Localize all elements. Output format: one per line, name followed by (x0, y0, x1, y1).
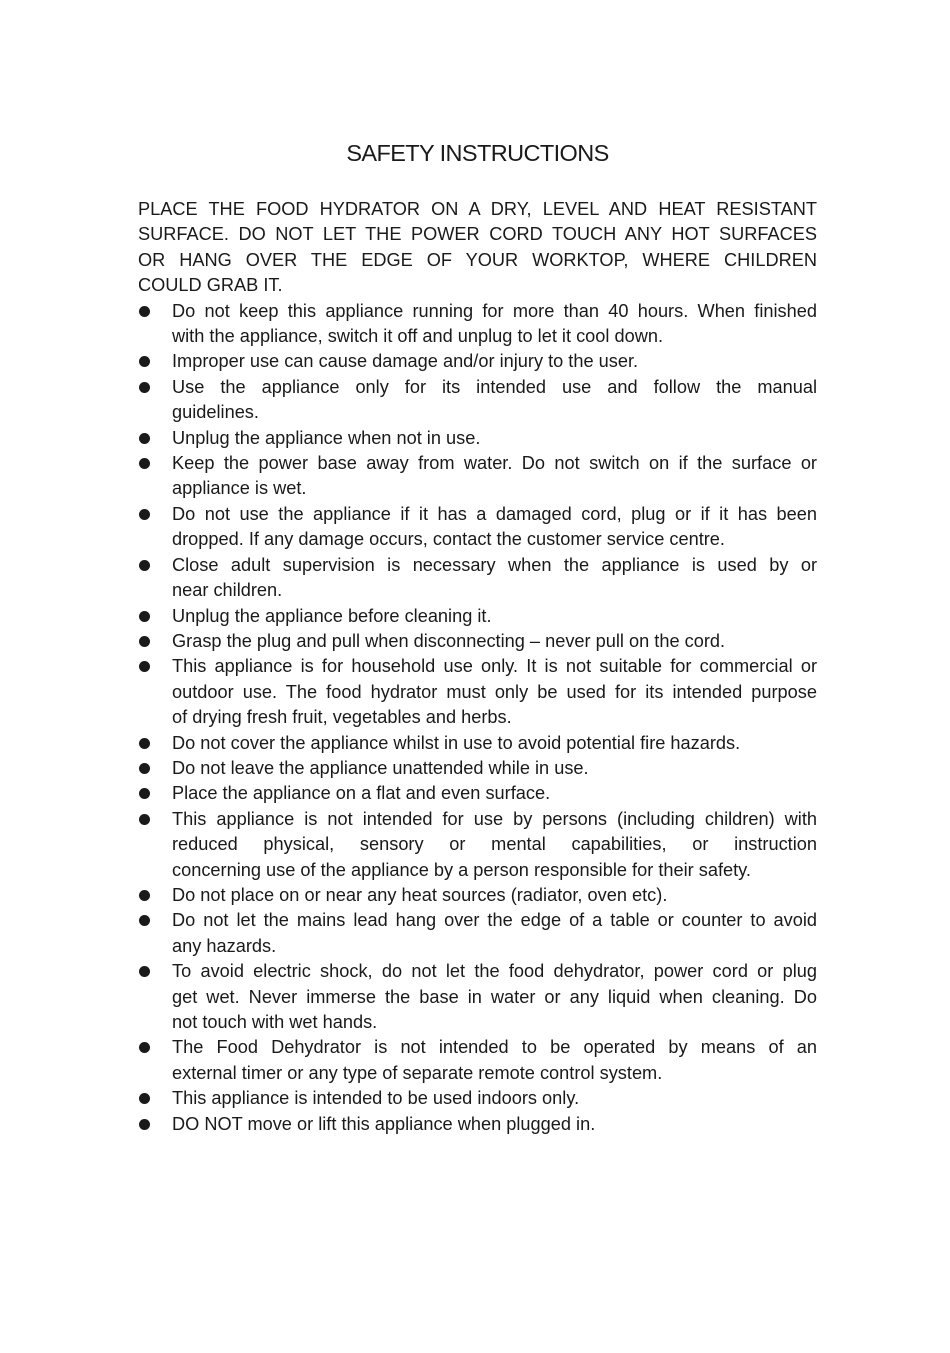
text-line: PLACE THE FOOD HYDRATOR ON A DRY, LEVEL AND HEAT RESISTANT (138, 199, 817, 219)
list-item (138, 426, 817, 451)
text-line: get wet. Never immerse the base in water or any liquid when cleaning. Do (172, 986, 817, 1007)
list-item (138, 604, 817, 629)
text-line: outdoor use. The food hydrator must only be used for its intended purpose (172, 681, 817, 702)
bullet-icon (139, 763, 150, 774)
text-line: of drying fresh fruit, vegetables and herbs. (172, 707, 512, 728)
document-page (138, 137, 817, 1137)
text-line: external timer or any type of separate remote control system. (172, 1062, 663, 1083)
list-item (138, 959, 817, 1035)
bullet-icon (139, 738, 150, 749)
text-line: COULD GRAB IT. (138, 275, 283, 296)
list-item (138, 502, 817, 553)
list-item (138, 908, 817, 959)
text-line: with the appliance, switch it off and unplug to let it cool down. (172, 326, 664, 347)
bullet-icon (139, 458, 150, 469)
text-line: OR HANG OVER THE EDGE OF YOUR WORKTOP, WHERE CHILDREN (138, 249, 817, 270)
bullet-icon (139, 1119, 150, 1130)
list-item (138, 1035, 817, 1086)
list-item (138, 756, 817, 781)
text-line: guidelines. (172, 402, 259, 423)
list-item (138, 654, 817, 730)
text-line: Place the appliance on a flat and even surface. (172, 783, 551, 804)
text-line: appliance is wet. (172, 478, 307, 499)
text-line: Do not keep this appliance running for more than 40 hours. When finished (172, 300, 817, 321)
text-line: dropped. If any damage occurs, contact the customer service centre. (172, 529, 725, 550)
intro-paragraph (138, 197, 817, 299)
text-line: Keep the power base away from water. Do not switch on if the surface or (172, 453, 817, 474)
text-line: reduced physical, sensory or mental capabilities, or instruction (172, 834, 817, 855)
text-line: Unplug the appliance when not in use. (172, 427, 481, 448)
bullet-icon (139, 356, 150, 367)
bullet-icon (139, 966, 150, 977)
text-line: Close adult supervision is necessary when the appliance is used by or (172, 554, 817, 575)
bullet-icon (139, 306, 150, 317)
list-item (138, 731, 817, 756)
list-item (138, 451, 817, 502)
bullet-icon (139, 636, 150, 647)
bullet-icon (139, 382, 150, 393)
text-line: This appliance is intended to be used indoors only. (172, 1088, 580, 1109)
bullet-icon (139, 1042, 150, 1053)
list-item (138, 553, 817, 604)
bullet-icon (139, 661, 150, 672)
text-line: SURFACE. DO NOT LET THE POWER CORD TOUCH ANY HOT SURFACES (138, 224, 817, 245)
bullet-icon (139, 814, 150, 825)
bullet-icon (139, 915, 150, 926)
text-line: concerning use of the appliance by a person responsible for their safety. (172, 859, 751, 880)
bullet-icon (139, 509, 150, 520)
list-item (138, 1112, 817, 1137)
text-line: Use the appliance only for its intended use and follow the manual (172, 376, 817, 397)
list-item (138, 883, 817, 908)
text-line: Do not leave the appliance unattended while in use. (172, 757, 589, 778)
text-line: This appliance is not intended for use by persons (including children) with (172, 808, 817, 829)
list-item (138, 299, 817, 350)
text-line: Improper use can cause damage and/or injury to the user. (172, 351, 639, 372)
bullet-icon (139, 890, 150, 901)
bullet-icon (139, 560, 150, 571)
text-line: near children. (172, 580, 283, 601)
list-item (138, 781, 817, 806)
list-item (138, 349, 817, 374)
text-line: not touch with wet hands. (172, 1012, 378, 1032)
bullet-icon (139, 788, 150, 799)
text-line: This appliance is for household use only. It is not suitable for commercial or (172, 656, 817, 677)
list-item (138, 1086, 817, 1111)
bullet-icon (139, 611, 150, 622)
text-line: Do not let the mains lead hang over the edge of a table or counter to avoid (172, 910, 817, 931)
list-item (138, 629, 817, 654)
text-line: To avoid electric shock, do not let the food dehydrator, power cord or plug (172, 961, 817, 982)
text-line: Grasp the plug and pull when disconnecting – never pull on the cord. (172, 630, 726, 651)
list-item (138, 807, 817, 883)
safety-list (138, 299, 817, 1137)
text-line: Do not cover the appliance whilst in use to avoid potential fire hazards. (172, 732, 741, 753)
text-line: any hazards. (172, 935, 277, 956)
text-line: DO NOT move or lift this appliance when plugged in. (172, 1113, 596, 1134)
text-line: Do not place on or near any heat sources (radiator, oven etc). (172, 884, 668, 905)
bullet-icon (139, 1093, 150, 1104)
text-line: The Food Dehydrator is not intended to be operated by means of an (172, 1037, 817, 1058)
bullet-icon (139, 433, 150, 444)
text-line: Do not use the appliance if it has a damaged cord, plug or if it has been (172, 503, 817, 524)
page-title: SAFETY INSTRUCTIONS (346, 140, 609, 166)
text-line: Unplug the appliance before cleaning it. (172, 605, 492, 626)
list-item (138, 375, 817, 426)
